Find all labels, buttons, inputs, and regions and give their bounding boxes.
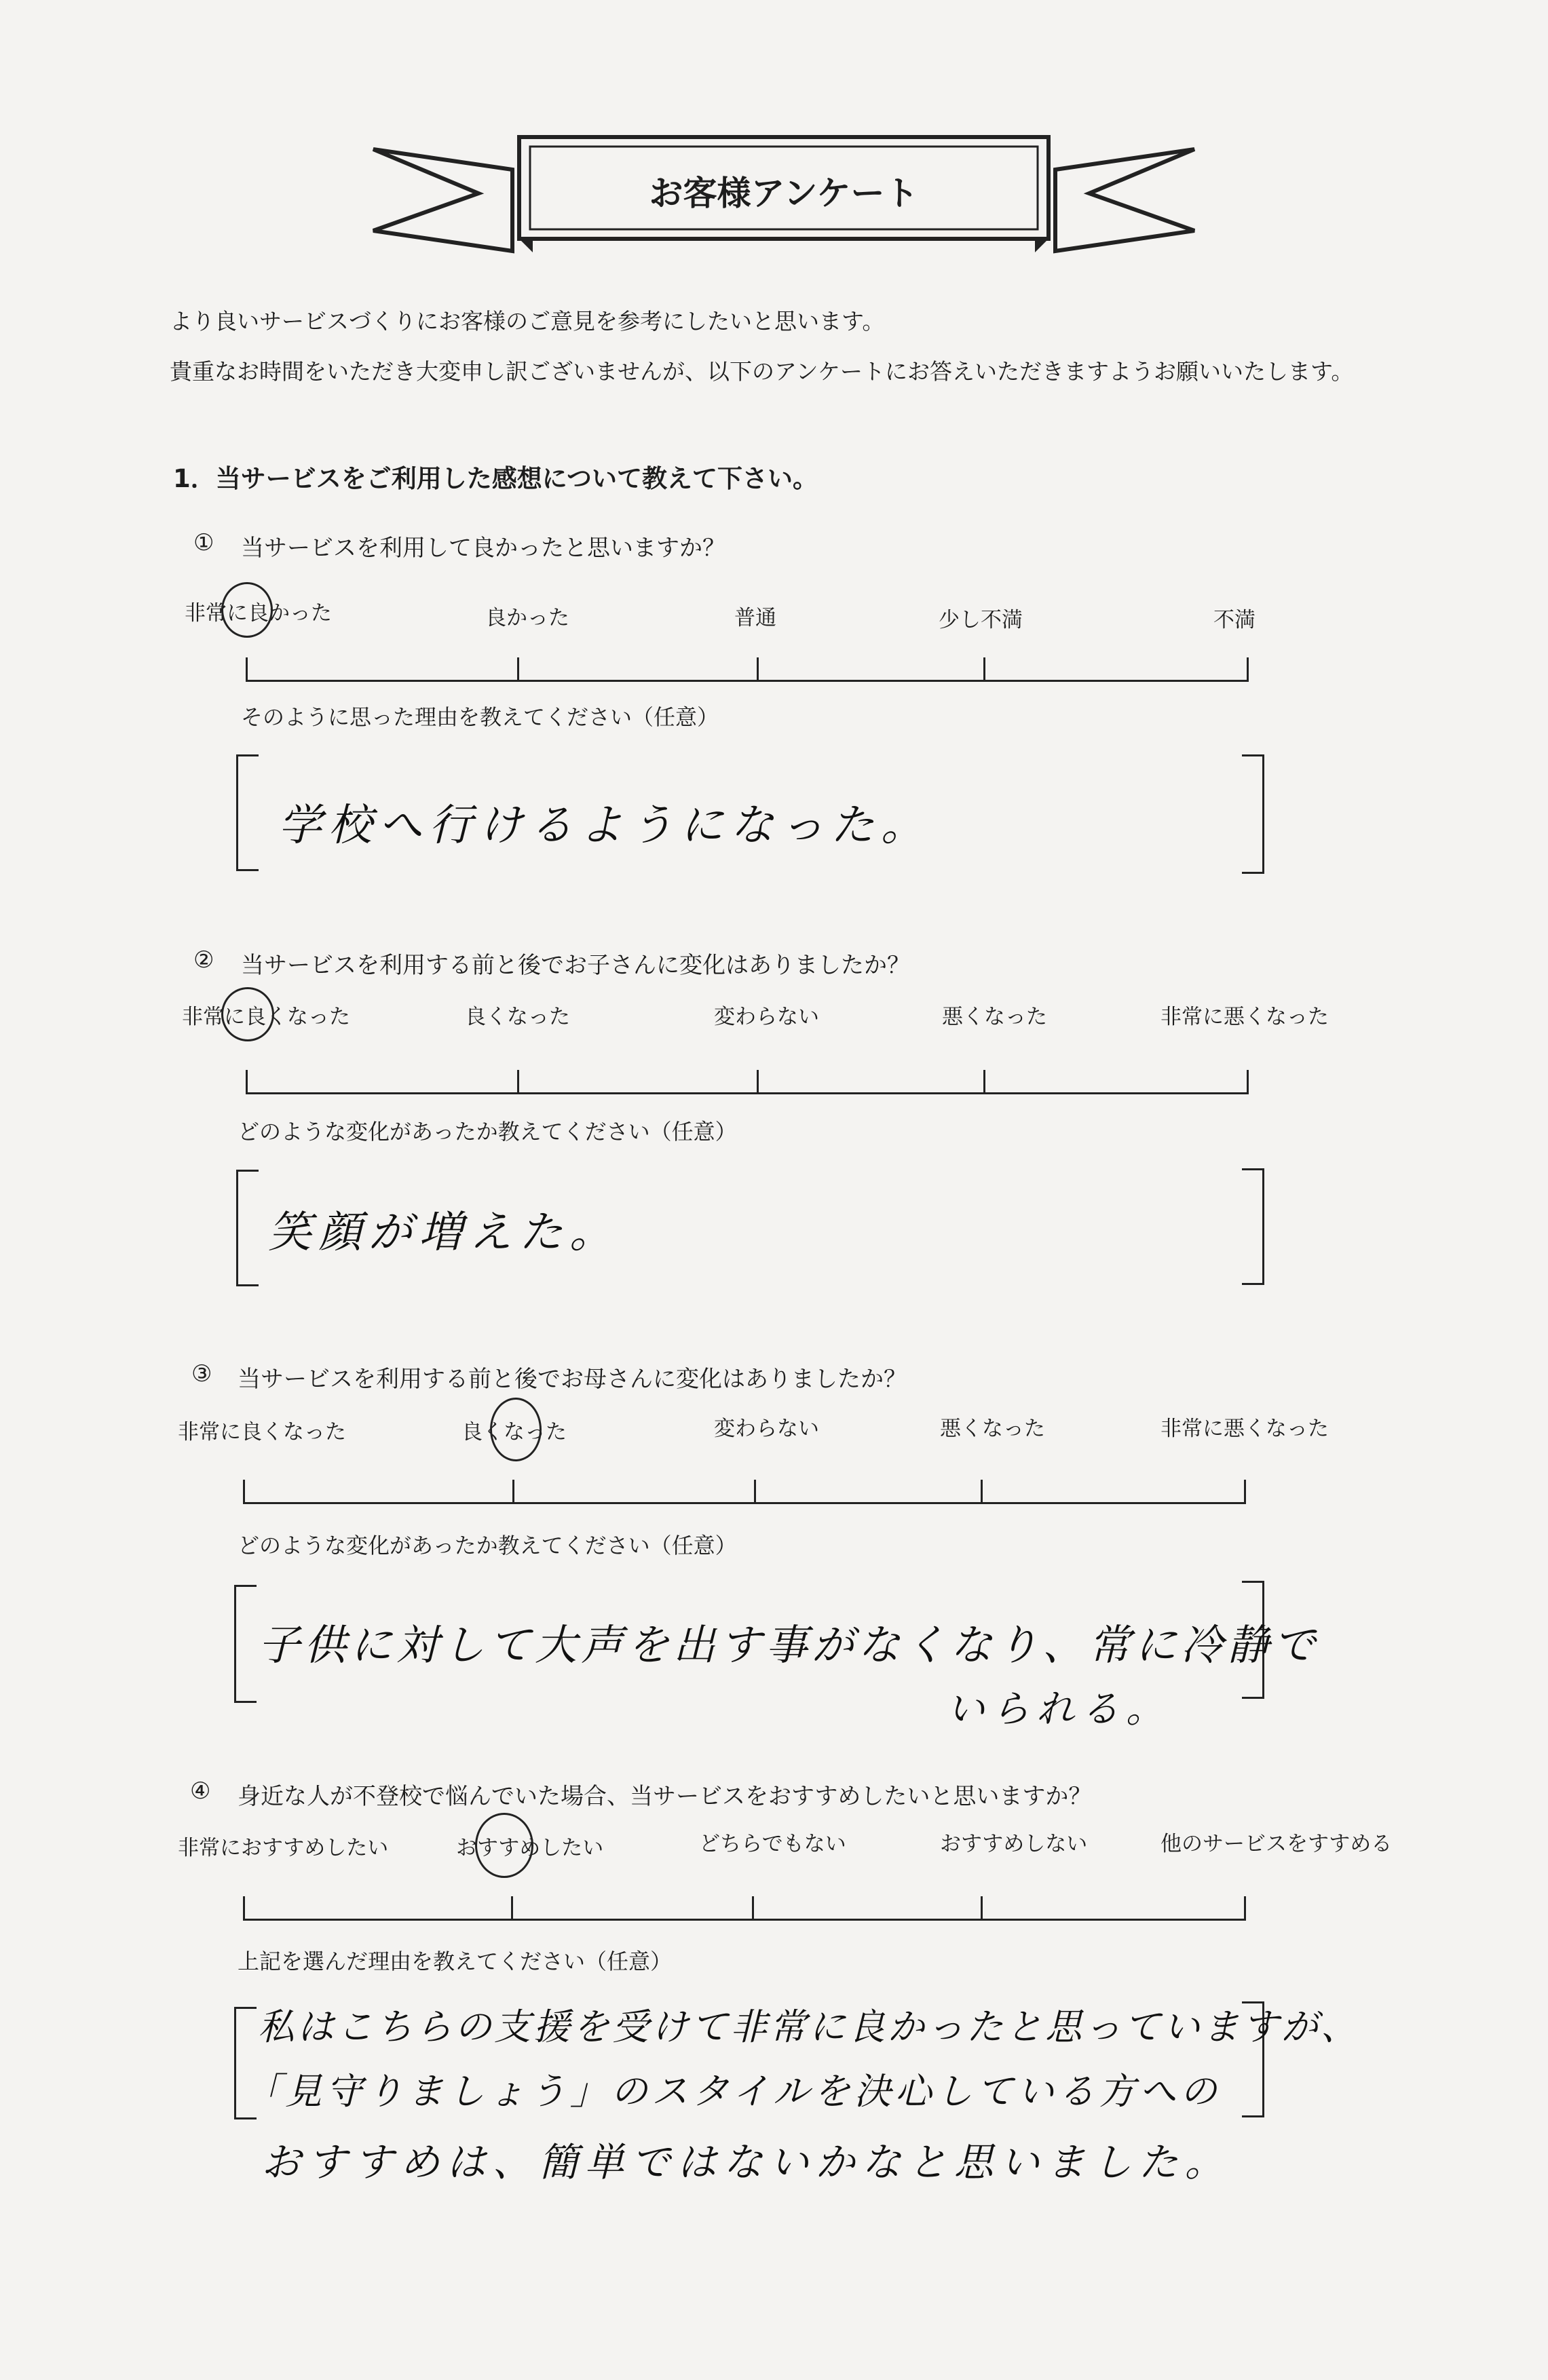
q2-handwritten-answer: 笑顔が増えた。	[268, 1208, 620, 1258]
intro-line-1: より良いサービスづくりにお客様のご意見を参考にしたいと思います。	[170, 308, 885, 334]
q2-rating-scale	[246, 1068, 1249, 1094]
q4-number: ④	[190, 1778, 211, 1805]
q3-rating-scale	[243, 1478, 1246, 1504]
q3-text: 当サービスを利用する前と後でお母さんに変化はありましたか？	[238, 1366, 907, 1393]
q1-rating-scale	[246, 655, 1249, 682]
q1-bracket-left	[236, 754, 259, 871]
q3-option-1[interactable]: 非常に良くなった	[178, 1420, 346, 1444]
q3-handwritten-line-2: いられる。	[947, 1687, 1171, 1731]
q1-option-3[interactable]: 普通	[734, 606, 776, 630]
q4-option-4[interactable]: おすすめしない	[940, 1832, 1088, 1856]
q2-option-3[interactable]: 変わらない	[714, 1005, 819, 1029]
q4-option-3[interactable]: どちらでもない	[699, 1832, 846, 1856]
q3-number: ③	[191, 1360, 212, 1387]
q3-handwritten-line-1: 子供に対して大声を出す事がなくなり、常に冷静で	[258, 1620, 1320, 1670]
q3-option-4[interactable]: 悪くなった	[940, 1417, 1045, 1441]
q1-option-2[interactable]: 良かった	[485, 606, 569, 630]
q1-text: 当サービスを利用して良かったと思いますか？	[241, 535, 725, 562]
q1-subquestion: そのように思った理由を教えてください（任意）	[241, 704, 719, 730]
q2-subquestion: どのような変化があったか教えてください（任意）	[238, 1119, 737, 1145]
q2-bracket-right	[1242, 1168, 1264, 1285]
q2-option-4[interactable]: 悪くなった	[942, 1005, 1047, 1029]
q4-option-1[interactable]: 非常におすすめしたい	[178, 1836, 389, 1860]
q4-option-2[interactable]: おすすめしたい	[456, 1836, 604, 1860]
q1-option-1[interactable]: 非常に良かった	[185, 601, 332, 626]
q2-selected-circle	[221, 987, 274, 1041]
q3-selected-circle	[490, 1398, 542, 1461]
q2-option-2[interactable]: 良くなった	[465, 1005, 570, 1029]
intro-line-2: 貴重なお時間をいただき大変申し訳ございませんが、以下のアンケートにお答えいただきますようお願いいたします。	[170, 358, 1354, 385]
q1-option-4[interactable]: 少し不満	[939, 608, 1023, 632]
q1-number: ①	[193, 529, 214, 556]
q3-option-5[interactable]: 非常に悪くなった	[1160, 1417, 1329, 1441]
q4-text: 身近な人が不登校で悩んでいた場合、当サービスをおすすめしたいと思いますか？	[238, 1783, 1092, 1810]
q3-bracket-left	[234, 1585, 257, 1703]
q1-handwritten-answer: 学校へ行けるようになった。	[278, 801, 931, 851]
q1-selected-circle	[221, 582, 273, 638]
q4-option-5[interactable]: 他のサービスをすすめる	[1160, 1832, 1393, 1856]
q3-option-2[interactable]: 良くなった	[461, 1420, 567, 1444]
q4-handwritten-line-3: おすすめは、簡単ではないかなと思いました。	[261, 2139, 1231, 2185]
q2-number: ②	[193, 946, 214, 974]
q2-option-1[interactable]: 非常に良くなった	[182, 1005, 350, 1029]
q3-subquestion: どのような変化があったか教えてください（任意）	[238, 1533, 737, 1558]
q2-text: 当サービスを利用する前と後でお子さんに変化はありましたか？	[241, 952, 910, 979]
q1-option-5[interactable]: 不満	[1213, 608, 1256, 632]
q4-handwritten-line-2: 「見守りましょう」のスタイルを決心している方への	[244, 2070, 1221, 2113]
q3-option-3[interactable]: 変わらない	[714, 1417, 819, 1441]
q1-bracket-right	[1242, 754, 1264, 874]
q2-option-5[interactable]: 非常に悪くなった	[1160, 1005, 1329, 1029]
q2-bracket-left	[236, 1170, 259, 1286]
survey-title: お客様アンケート	[649, 174, 919, 213]
q4-rating-scale	[243, 1894, 1246, 1921]
section-title: 1．当サービスをご利用した感想について教えて下さい。	[173, 464, 818, 493]
q4-handwritten-line-1: 私はこちらの支援を受けて非常に良かったと思っていますが、	[258, 2005, 1360, 2048]
q4-subquestion: 上記を選んだ理由を教えてください（任意）	[238, 1949, 673, 1974]
q4-selected-circle	[475, 1813, 533, 1878]
